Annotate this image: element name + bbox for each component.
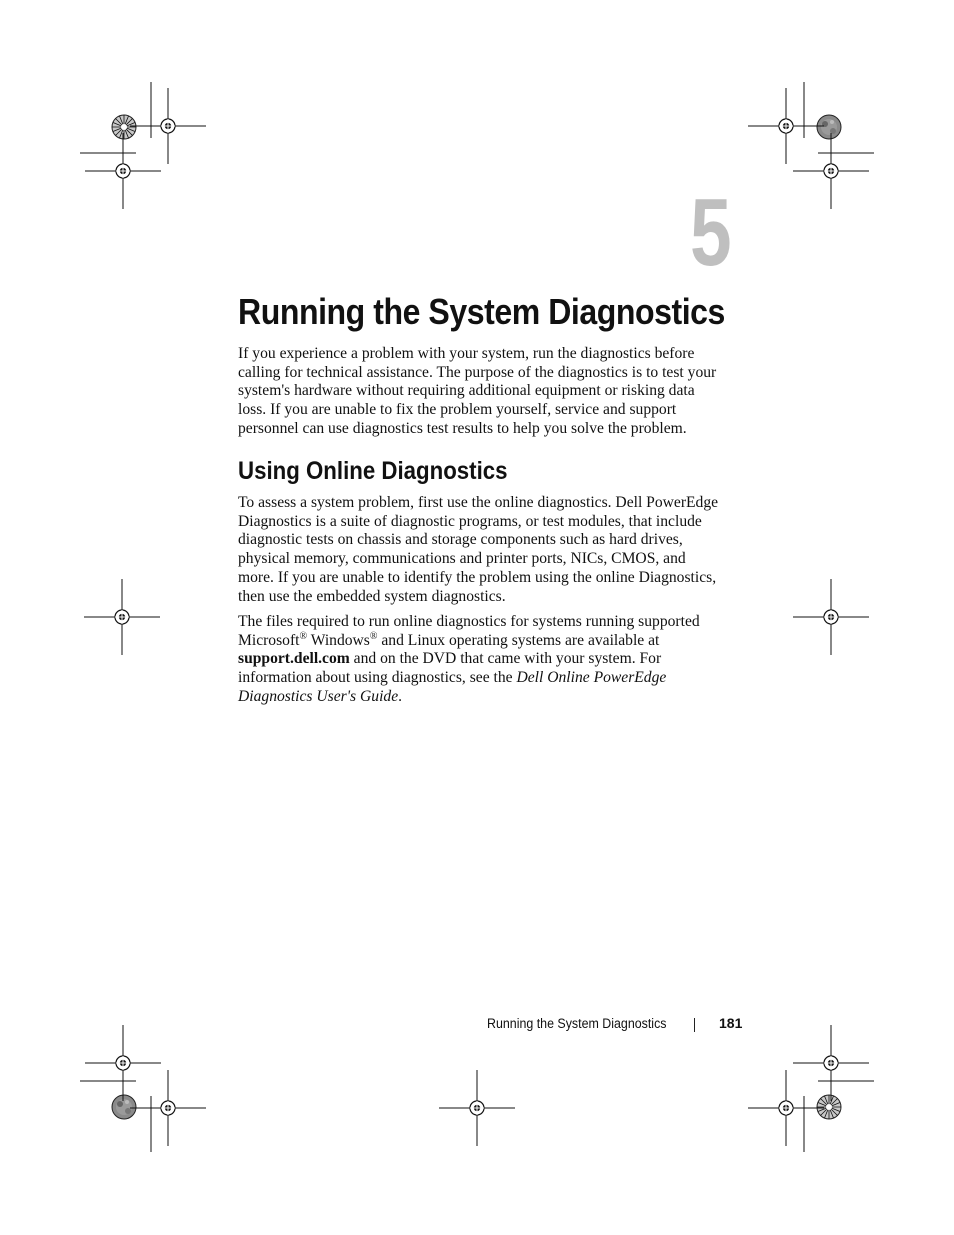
text-fragment: and on the DVD that came with your system. For	[349, 650, 662, 668]
text-fragment: information about using diagnostics, see the	[238, 669, 517, 687]
text-line: Diagnostics is a suite of diagnostic programs, or test modules, that include	[238, 512, 702, 530]
registered-mark: ®	[299, 630, 308, 642]
microsoft-text: Microsoft	[238, 631, 300, 649]
text-line: more. If you are unable to identify the problem using the online Diagnostics,	[238, 568, 717, 586]
windows-text: Windows	[307, 631, 370, 649]
text-line: calling for technical assistance. The purpose of the diagnostics is to test your	[238, 363, 717, 381]
footer-divider	[694, 1018, 695, 1032]
page-title: Running the System Diagnostics	[238, 291, 725, 332]
online-diagnostics-paragraph	[238, 494, 738, 606]
text-line: diagnostic tests on chassis and storage components such as hard drives,	[238, 531, 683, 549]
text-line	[238, 632, 738, 651]
chapter-number: 5	[690, 179, 732, 286]
intro-paragraph	[238, 345, 738, 439]
guide-title: Diagnostics User's Guide	[238, 687, 399, 705]
text-line: system's hardware without requiring additional equipment or risking data	[238, 382, 695, 400]
text-line	[238, 669, 738, 688]
text-fragment: and Linux operating systems are available at	[377, 631, 660, 649]
text-line	[238, 688, 738, 707]
text-line: personnel can use diagnostics test results to help you solve the problem.	[238, 419, 687, 437]
text-line: To assess a system problem, first use the online diagnostics. Dell PowerEdge	[238, 494, 719, 511]
text-line: physical memory, communications and printer ports, NICs, CMOS, and	[238, 550, 686, 568]
text-line: If you experience a problem with your system, run the diagnostics before	[238, 345, 695, 362]
text-line: The files required to run online diagnostics for systems running supported	[238, 613, 700, 630]
footer-chapter-label: Running the System Diagnostics	[487, 1016, 667, 1031]
section-heading: Using Online Diagnostics	[238, 457, 508, 485]
page-number: 181	[719, 1015, 743, 1031]
registered-mark: ®	[369, 630, 378, 642]
download-files-paragraph	[238, 613, 738, 707]
guide-title: Dell Online PowerEdge	[516, 669, 667, 687]
text-line	[238, 650, 738, 669]
support-link[interactable]: support.dell.com	[238, 650, 350, 668]
text-line: loss. If you are unable to fix the problem yourself, service and support	[238, 401, 677, 419]
text-fragment: .	[398, 687, 403, 705]
text-line: then use the embedded system diagnostics.	[238, 587, 506, 605]
